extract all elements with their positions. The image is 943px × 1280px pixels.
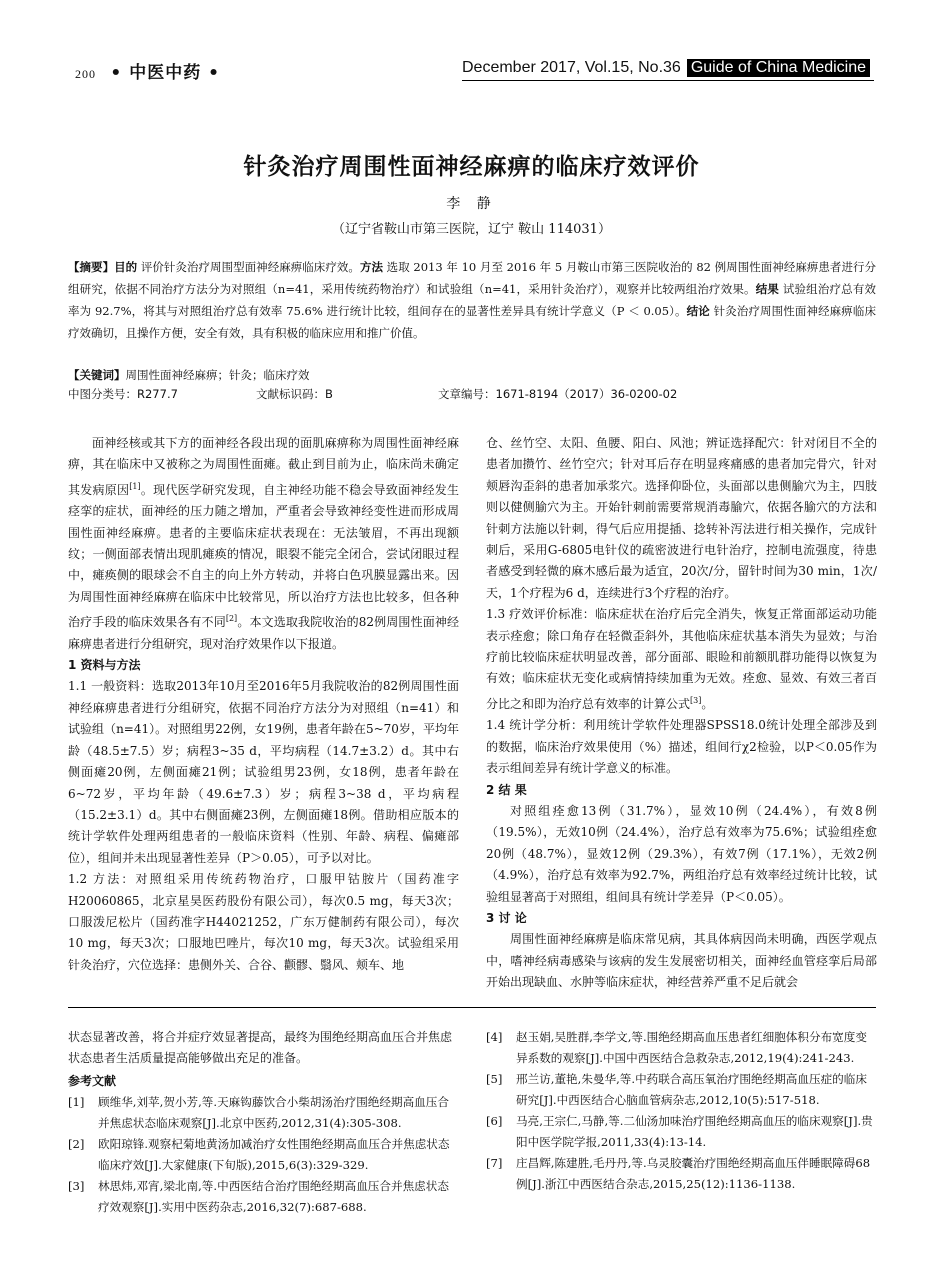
running-header-right xyxy=(462,59,870,77)
objective-label: 目的 xyxy=(114,260,138,274)
reference-item: [1] 顾维华,刘苹,贺小芳,等.天麻钩藤饮合小柴胡汤治疗围绝经期高血压合并焦虑状态临床观察[J].北京中医药,2012,31(4):305-308. xyxy=(68,1095,449,1130)
conclusion-label: 结论 xyxy=(686,304,710,318)
results-text: 试验组治疗总有效率为 92.7%，将其与对照组治疗总有效率 75.6% 进行统计比较，组间存在的显著性差异具有统计学意义（P ＜ 0.05）。 xyxy=(68,282,876,318)
continuation-paragraph: 状态显著改善，将合并症疗效显著提高，最终为围绝经期高血压合并焦虑状态患者生活质量提高能够做出充足的准备。 xyxy=(68,1030,453,1065)
body-column-right xyxy=(486,433,877,994)
article-title: 针灸治疗周围性面神经麻痹的临床疗效评价 xyxy=(243,154,700,180)
conclusion-text: 针灸治疗周围性面神经麻痹临床疗效确切，且操作方便，安全有效，具有积极的临床应用和推广价值。 xyxy=(68,304,877,340)
reference-item: [6] 马亮,王宗仁,马静,等.二仙汤加味治疗围绝经期高血压的临床观察[J].贵阳中医学院学报,2011,33(4):13-14. xyxy=(486,1114,873,1149)
keywords-label: 【关键词】 xyxy=(68,368,126,382)
journal-section: • 中医中药 • xyxy=(110,63,220,83)
clc-number: 中图分类号：R277.7 xyxy=(68,387,178,401)
intro-paragraph xyxy=(68,433,459,655)
affiliation: （辽宁省鞍山市第三医院，辽宁 鞍山 114031） xyxy=(332,222,611,237)
page-number: 200 xyxy=(75,67,96,81)
lower-right-column xyxy=(486,1027,877,1195)
running-header-left xyxy=(75,58,220,83)
abstract xyxy=(68,256,876,344)
methods-text: 选取 2013 年 10 月至 2016 年 5 月鞍山市第三医院收治的 82 例周围性面神经麻痹患者进行分组研究，依据不同治疗方法分为对照组（n=41，采用传统药物治疗）和试验组（n=41，采用针灸治疗），观察并比较两组治疗效果。 xyxy=(68,260,877,296)
header-rule xyxy=(462,80,874,81)
objective-text: 评价针灸治疗周围型面神经麻痹临床疗效。 xyxy=(137,260,360,274)
para-discussion: 周围性面神经麻痹是临床常见病，其具体病因尚未明确，西医学观点中，嗜神经病毒感染与该病的发生发展密切相关，面神经血管痉挛后局部开始出现缺血、水肿等临床症状，神经营养严重不足后就会 xyxy=(486,932,877,990)
para-statistics: 1.4 统计学分析：利用统计学软件处理器SPSS18.0统计处理全部涉及到的数据，临床治疗效果使用（%）描述，组间行χ2检验，以P＜0.05作为表示组间差异有统计学意义的标准。 xyxy=(486,718,877,776)
references-heading: 参考文献 xyxy=(68,1074,117,1088)
reference-item: [2] 欧阳琼锋.观察杞菊地黄汤加减治疗女性围绝经期高血压合并焦虑状态临床疗效[J].大家健康(下旬版),2015,6(3):329-329. xyxy=(68,1137,450,1172)
lower-left-column xyxy=(68,1027,459,1218)
methods-label: 方法 xyxy=(359,260,383,274)
reference-item: [7] 庄昌辉,陈建胜,毛丹丹,等.乌灵胶囊治疗围绝经期高血压伴睡眠障碍68例[J].浙江中西医结合杂志,2015,25(12):1136-1138. xyxy=(486,1156,871,1191)
results-label: 结果 xyxy=(755,282,780,296)
para-results: 对照组痊愈13例（31.7%），显效10例（24.4%），有效8例（19.5%），无效10例（24.4%），治疗总有效率为75.6%；试验组痊愈20例（48.7%），显效12例（29.3%），有效7例（17.1%），无效2例（4.9%），治疗总有效率为92.7%，两组治疗总有效率经过统计比较，试验组显著高于对照组，组间具有统计学差异（P＜0.05）。 xyxy=(486,803,877,904)
section-heading-discussion: 3 讨 论 xyxy=(486,910,527,925)
author: 李 静 xyxy=(446,196,497,212)
section-heading-results: 2 结 果 xyxy=(486,782,527,797)
body-column-left xyxy=(68,433,459,976)
para-general-data: 1.1 一般资料：选取2013年10月至2016年5月我院收治的82例周围性面神经麻痹患者进行分组研究，依据不同治疗方法分为对照组（n=41）和试验组（n=41）。对照组男22例，女19例，患者年龄在5~70岁，平均年龄（48.5±7.5）岁；病程3~35 d，平均病程（14.7±3.2）d。其中右侧面瘫20例，左侧面瘫21例；试验组男23例，女18例，患者年龄在6~72岁，平均年龄（49.6±7.3）岁；病程3~38 d，平均病程（15.2±3.1）d。其中右侧面瘫23例，左侧面瘫18例。借助相应版本的统计学软件处理两组患者的一般临床资料（性别、年龄、病程、偏瘫部位），组间并未出现显著性差异（P＞0.05），可予以对比。 xyxy=(68,679,459,865)
document-code: 文献标识码：B xyxy=(256,387,333,401)
intro-text: 面神经核或其下方的面神经各段出现的面肌麻痹称为周围性面神经麻痹，其在临床中又被称之为周围性面瘫。截止到目前为止，临床尚未确定其发病原因[1]。现代医学研究发现，自主神经功能不稳会导致面神经发生痉挛的症状，面神经的压力随之增加，严重者会导致神经变性进而形成周围性面神经麻痹。患者的主要临床症状表现在：无法皱眉，不再出现额纹；一侧面部表情出现肌瘫痪的情况，眼裂不能完全闭合，尝试闭眼过程中，瘫痪侧的眼球会不自主的向上外方转动，并将白色巩膜显露出来。因为周围性面神经麻痹在临床中比较常见，所以治疗方法也比较多，但各种治疗手段的临床效果各有不同[2]。本文选取我院收治的82例周围性面神经麻痹患者进行分组研究，现对治疗效果作以下报道。 xyxy=(68,436,459,651)
para-efficacy-criteria xyxy=(486,604,877,715)
reference-item: [5] 邢兰访,董艳,朱曼华,等.中药联合高压氧治疗围绝经期高血压症的临床研究[J].中西医结合心脑血管病杂志,2012,10(5):517-518. xyxy=(486,1072,867,1107)
keywords-text: 周围性面神经麻痹；针灸；临床疗效 xyxy=(125,368,310,382)
section-heading-methods: 1 资料与方法 xyxy=(68,658,141,673)
journal-name-badge: Guide of China Medicine xyxy=(687,59,870,77)
para-methods: 1.2 方法：对照组采用传统药物治疗，口服甲钴胺片（国药准字H20060865，北京星昊医药股份有限公司），每次0.5 mg，每天3次；口服泼尼松片（国药准字H44021252，广东万健制药有限公司），每次10 mg，每天3次；口服地巴唑片，每次10 mg，每天3次。试验组采用针灸治疗，穴位选择：患侧外关、合谷、颧髎、翳风、颊车、地 xyxy=(68,872,459,972)
page-divider xyxy=(68,1007,876,1008)
efficacy-criteria-text: 1.3 疗效评价标准：临床症状在治疗后完全消失，恢复正常面部运动功能表示痊愈；除口角存在轻微歪斜外，其他临床症状基本消失为显效；与治疗前比较临床症状明显改善，部分面部、眼睑和前额肌群功能得以恢复为有效；临床症状无变化或病情持续加重为无效。痊愈、显效、有效三者百分比之和即为治疗总有效率的计算公式[3]。 xyxy=(486,607,877,711)
article-number: 文章编号：1671-8194（2017）36-0200-02 xyxy=(438,387,678,401)
reference-item: [3] 林思炜,邓宵,梁北南,等.中西医结合治疗围绝经期高血压合并焦虑状态疗效观察[J].实用中医药杂志,2016,32(7):687-688. xyxy=(68,1179,449,1214)
issue-info: December 2017, Vol.15, No.36 xyxy=(462,59,681,76)
abstract-label: 【摘要】 xyxy=(68,260,115,274)
keywords xyxy=(68,366,876,384)
para-acupoints-cont: 仓、丝竹空、太阳、鱼腰、阳白、风池；辨证选择配穴：针对闭目不全的患者加攒竹、丝竹空穴；针对耳后存在明显疼痛感的患者加完骨穴，针对颊唇沟歪斜的患者加承浆穴。选择仰卧位，头面部以患侧腧穴为主，四肢则以健侧腧穴为主。开始针刺前需要常规消毒腧穴，依据各腧穴的方法和针刺方法施以针刺，得气后应用提插、捻转补泻法进行相关操作，完成针刺后，采用G-6805电针仪的疏密波进行电针治疗，控制电流强度，待患者感受到轻微的麻木感后最为适宜，20次/分，留针时间为30 min，1次/天，1个疗程为6 d，连续进行3个疗程的治疗。 xyxy=(486,436,877,600)
reference-item: [4] 赵玉娟,吴胜群,李学文,等.围绝经期高血压患者红细胞体积分布宽度变异系数的观察[J].中国中西医结合急救杂志,2012,19(4):241-243. xyxy=(486,1030,867,1065)
